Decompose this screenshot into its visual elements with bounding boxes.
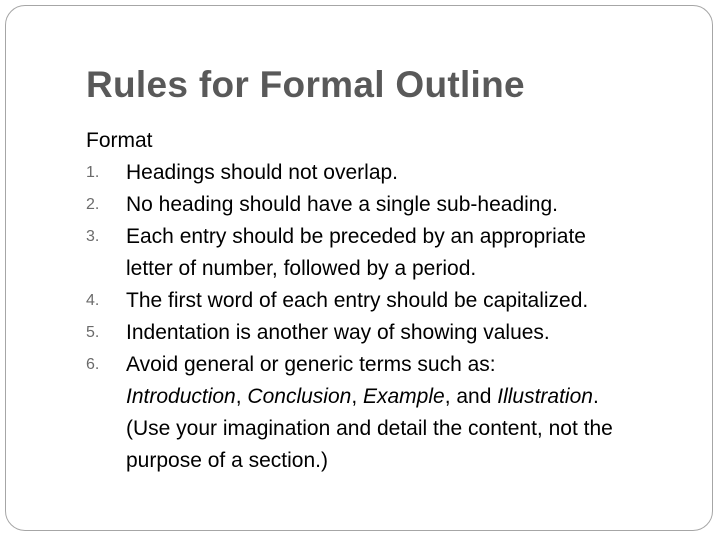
rule-line: purpose of a section.): [126, 449, 328, 472]
rule-number: 1.: [86, 164, 100, 181]
rule-line: (Use your imagination and detail the content, not the: [126, 417, 613, 440]
rule-text: [126, 285, 706, 317]
rule-item-1: [86, 157, 706, 189]
slide-title: Rules for Formal Outline: [86, 64, 525, 105]
slide-frame: [5, 5, 713, 531]
rule-line: Indentation is another way of showing values.: [126, 321, 550, 344]
rule-line: Each entry should be preceded by an appropriate: [126, 225, 586, 248]
example-term-conclusion: Conclusion: [247, 385, 352, 408]
rule-examples-line: [126, 381, 706, 413]
period: .: [592, 385, 599, 408]
slide-content: [86, 125, 706, 477]
rules-list: [86, 157, 706, 477]
rule-item-4: [86, 285, 706, 317]
rule-text: [126, 189, 706, 221]
rule-line: Headings should not overlap.: [126, 161, 399, 184]
rule-item-6: [86, 349, 706, 477]
rule-number: 2.: [86, 196, 100, 213]
rule-line: The first word of each entry should be capitalized.: [126, 289, 589, 312]
rule-number: 3.: [86, 228, 100, 245]
example-term-introduction: Introduction: [126, 385, 236, 408]
rule-item-3: [86, 221, 706, 285]
format-heading: Format: [86, 129, 153, 152]
separator: ,: [351, 385, 363, 408]
rule-line: No heading should have a single sub-heading.: [126, 193, 558, 216]
rule-number: 6.: [86, 356, 100, 373]
example-term-illustration: Illustration: [497, 385, 593, 408]
rule-line: letter of number, followed by a period.: [126, 257, 477, 280]
rule-item-5: [86, 317, 706, 349]
example-term-example: Example: [363, 385, 445, 408]
separator: , and: [444, 385, 498, 408]
rule-item-2: [86, 189, 706, 221]
separator: ,: [235, 385, 248, 408]
rule-text: [126, 317, 706, 349]
rule-line: Avoid general or generic terms such as:: [126, 353, 496, 376]
rule-number: 4.: [86, 292, 100, 309]
rule-number: 5.: [86, 324, 100, 341]
rule-text: [126, 349, 706, 477]
rule-text: [126, 221, 706, 285]
rule-text: [126, 157, 706, 189]
